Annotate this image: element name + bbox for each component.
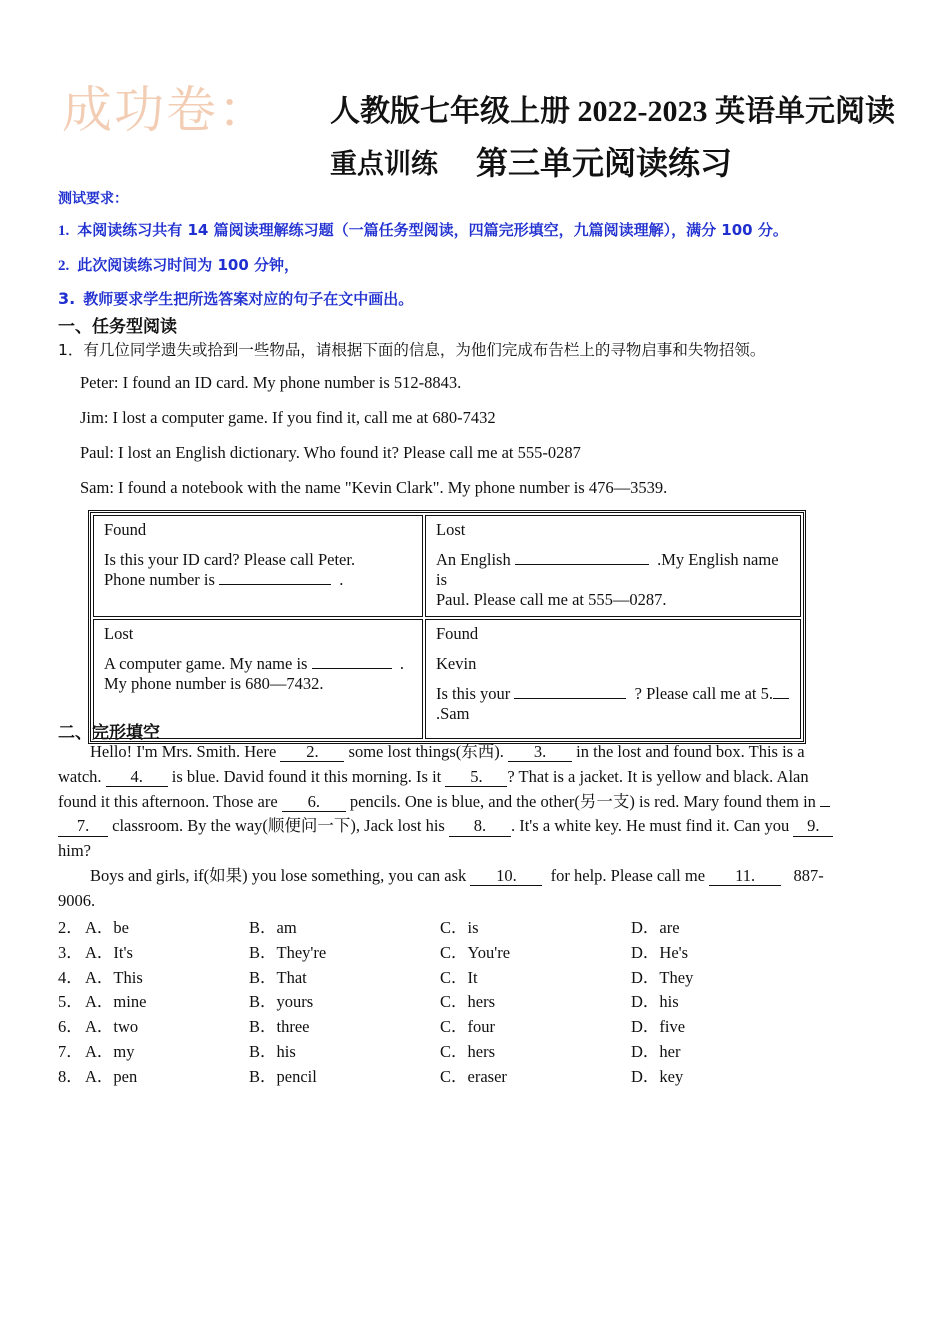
cloze-text: found it this afternoon. Those are — [58, 791, 278, 811]
cloze-blank-3[interactable]: 3. — [508, 743, 572, 762]
info-line-sam: Sam: I found a notebook with the name "Kevin Clark". My phone number is 476—3539. — [80, 478, 668, 497]
requirement-number: 1. — [58, 223, 70, 239]
notice-text: .Sam — [436, 704, 470, 723]
answer-blank[interactable] — [514, 698, 626, 699]
cloze-text: Hello! I'm Mrs. Smith. Here — [90, 742, 277, 761]
cloze-blank-7-start — [820, 806, 830, 807]
notice-heading: Found — [104, 520, 147, 539]
option-b[interactable]: B．They're — [249, 942, 327, 962]
option-d[interactable]: D．He's — [631, 942, 689, 962]
notice-text-part: Is this your — [436, 684, 511, 703]
option-d[interactable]: D．key — [631, 1066, 684, 1086]
answer-blank[interactable] — [773, 698, 789, 699]
requirement-item — [58, 219, 788, 240]
notice-text-part: .My English name is — [436, 550, 779, 589]
question-number: 3． — [58, 942, 83, 962]
notice-text — [436, 550, 792, 590]
question-number: 6． — [58, 1017, 83, 1037]
section1-instruction: 1．有几位同学遗失或拾到一些物品，请根据下面的信息，为他们完成布告栏上的寻物启事和失物招领。 — [58, 341, 766, 359]
option-b[interactable]: B．yours — [249, 992, 314, 1012]
notice-heading: Lost — [436, 520, 466, 539]
section1-heading: 一、任务型阅读 — [58, 317, 177, 337]
requirement-item — [58, 288, 413, 309]
option-d[interactable]: D．her — [631, 1041, 681, 1061]
question-number: 8． — [58, 1066, 83, 1086]
question-number: 4． — [58, 967, 83, 987]
cloze-text: some lost things(东西). — [348, 742, 504, 761]
option-c[interactable]: C．hers — [440, 992, 495, 1012]
option-b[interactable]: B．That — [249, 967, 307, 987]
notice-text — [104, 570, 414, 590]
info-line-paul: Paul: I lost an English dictionary. Who found it? Please call me at 555-0287 — [80, 443, 581, 462]
cloze-paragraph-1 — [58, 740, 888, 864]
notice-text-part: . — [339, 570, 344, 589]
cloze-blank-5[interactable]: 5. — [445, 768, 507, 787]
brand-watermark: 成功卷： — [62, 81, 270, 139]
requirement-number: 3. — [58, 289, 76, 308]
cloze-text: Boys and girls, if(如果) you lose something, you can ask — [90, 866, 467, 885]
answer-blank[interactable] — [219, 584, 331, 585]
cloze-text: pencils. One is blue, and the other(另一支) is red. Mary found them in — [349, 791, 816, 811]
cloze-line: him? — [58, 841, 91, 861]
notice-text — [436, 684, 792, 704]
info-line-jim: Jim: I lost a computer game. If you find it, call me at 680-7432 — [80, 408, 496, 427]
requirements-heading: 测试要求： — [58, 191, 128, 207]
requirement-text: 此次阅读练习时间为 100 分钟， — [77, 256, 300, 274]
option-d[interactable]: D．are — [631, 918, 680, 937]
answer-blank[interactable] — [515, 564, 649, 565]
section2-heading: 二、完形填空 — [58, 723, 160, 743]
cloze-paragraph-2 — [58, 864, 888, 914]
option-c[interactable]: C．hers — [440, 1041, 495, 1061]
cloze-line — [58, 765, 888, 790]
cloze-blank-4[interactable]: 4. — [106, 768, 168, 787]
cloze-text: 887- — [793, 866, 824, 885]
cloze-blank-9[interactable]: 9. — [793, 817, 833, 836]
notice-text — [104, 654, 414, 674]
cloze-blank-6[interactable]: 6. — [282, 793, 346, 812]
option-a[interactable]: A．This — [85, 967, 143, 987]
cloze-text: . It's a white key. He must find it. Can you — [510, 816, 790, 836]
page-title-line1: 人教版七年级上册 2022-2023 英语单元阅读 — [330, 95, 895, 128]
cloze-text: for help. Please call me — [550, 866, 706, 885]
cloze-line — [58, 790, 888, 815]
option-d[interactable]: D．They — [631, 967, 694, 987]
question-number: 2． — [58, 918, 83, 937]
notice-heading: Found — [436, 624, 479, 643]
cloze-blank-7[interactable]: 7. — [58, 817, 108, 836]
question-number: 7． — [58, 1041, 83, 1061]
bulletin-board-table — [88, 510, 806, 744]
cloze-blank-11[interactable]: 11. — [709, 867, 781, 886]
cloze-blank-2[interactable]: 2. — [280, 743, 344, 762]
requirement-number: 2. — [58, 258, 70, 274]
notice-text-part: . — [399, 654, 404, 673]
cloze-text: in the lost and found box. This is a — [576, 742, 805, 761]
notice-text-part: Phone number is — [104, 570, 215, 589]
notice-heading: Lost — [104, 624, 134, 643]
option-a[interactable]: A．It's — [85, 942, 133, 962]
cloze-text: is blue. David found it this morning. Is it — [171, 766, 442, 786]
notice-lost-dictionary — [425, 515, 801, 617]
option-b[interactable]: B．three — [249, 1017, 310, 1037]
notice-text: My phone number is 680—7432. — [104, 674, 324, 693]
option-d[interactable]: D．five — [631, 1017, 686, 1037]
cloze-text: watch. — [58, 766, 102, 786]
option-c[interactable]: C．eraser — [440, 1066, 507, 1086]
option-a[interactable]: A．pen — [85, 1066, 138, 1086]
notice-text: Paul. Please call me at 555—0287. — [436, 590, 667, 609]
page-title-line2-left: 重点训练 — [330, 149, 438, 179]
cloze-blank-8[interactable]: 8. — [449, 817, 511, 836]
notice-text: Is this your ID card? Please call Peter. — [104, 550, 356, 569]
notice-text-part: ? Please call me at 5. — [634, 684, 773, 703]
requirement-text: 本阅读练习共有 14 篇阅读理解练习题（一篇任务型阅读，四篇完形填空，九篇阅读理解），满分 100 分。 — [77, 221, 788, 239]
option-c[interactable]: C．four — [440, 1017, 495, 1037]
option-c[interactable]: C．is — [440, 918, 479, 937]
notice-text-part: An English — [436, 550, 511, 569]
requirement-text: 教师要求学生把所选答案对应的句子在文中画出。 — [83, 290, 414, 308]
option-a[interactable]: A．my — [85, 1041, 135, 1061]
option-a[interactable]: A．two — [85, 1017, 139, 1037]
cloze-line: 9006. — [58, 890, 96, 910]
option-b[interactable]: B．am — [249, 918, 297, 937]
page-title-line2-right: 第三单元阅读练习 — [476, 145, 733, 181]
question-number: 5． — [58, 992, 83, 1012]
answer-blank[interactable] — [312, 668, 392, 669]
option-a[interactable]: A．mine — [85, 992, 147, 1012]
notice-found-notebook — [425, 619, 801, 739]
cloze-text: classroom. By the way(顺便问一下), Jack lost his — [112, 816, 445, 836]
option-a[interactable]: A．be — [85, 918, 129, 937]
requirement-item — [58, 254, 299, 275]
info-line-peter: Peter: I found an ID card. My phone number is 512-8843. — [80, 373, 462, 392]
notice-found-id-card — [93, 515, 423, 617]
notice-text: Kevin — [436, 654, 477, 673]
option-d[interactable]: D．his — [631, 992, 679, 1012]
cloze-line — [58, 740, 888, 765]
option-c[interactable]: C．It — [440, 967, 478, 987]
cloze-text: ? That is a jacket. It is yellow and black. Alan — [507, 766, 809, 786]
notice-text-part: A computer game. My name is — [104, 654, 308, 673]
option-b[interactable]: B．his — [249, 1041, 296, 1061]
cloze-line — [58, 864, 888, 889]
option-b[interactable]: B．pencil — [249, 1066, 317, 1086]
cloze-line — [58, 814, 888, 839]
option-c[interactable]: C．You're — [440, 942, 511, 962]
cloze-blank-10[interactable]: 10. — [470, 867, 542, 886]
